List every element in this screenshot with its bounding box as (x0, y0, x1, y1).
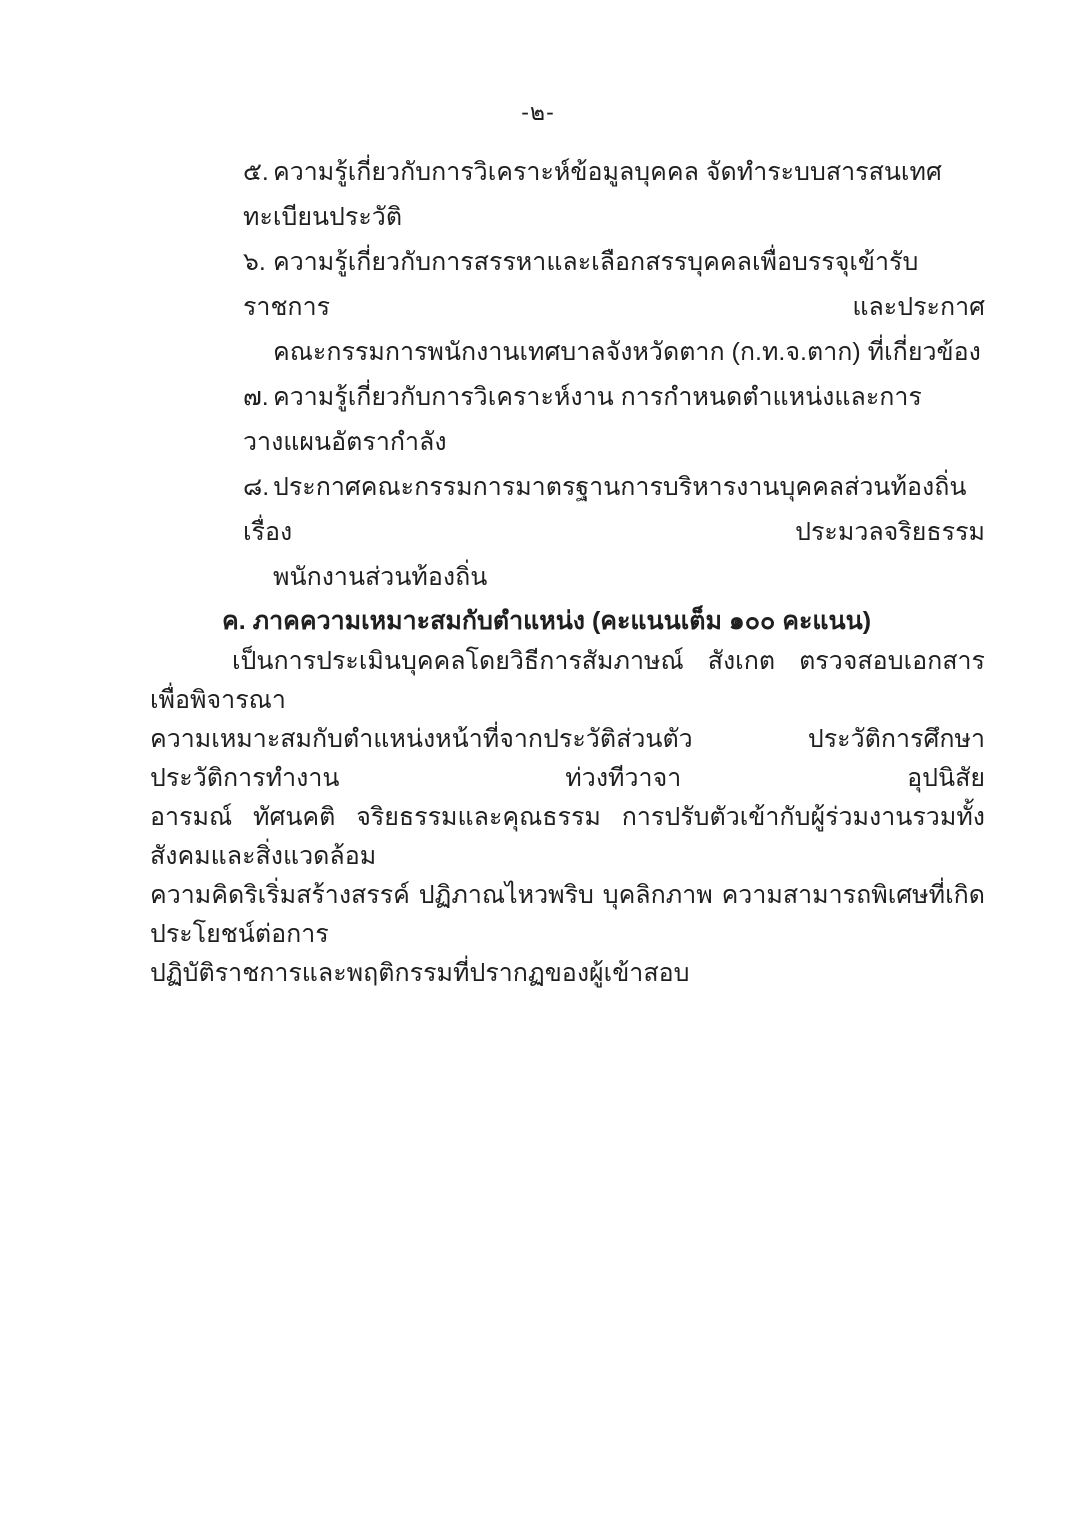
list-item-text: ประกาศคณะกรรมการมาตรฐานการบริหารงานบุคคลส่วนท้องถิ่น เรื่อง ประมวลจริยธรรม (243, 473, 985, 546)
list-item-text: ความรู้เกี่ยวกับการสรรหาและเลือกสรรบุคคลเพื่อบรรจุเข้ารับราชการ และประกาศ (243, 248, 985, 321)
paragraph-line: ปฏิบัติราชการและพฤติกรรมที่ปรากฏของผู้เข้าสอบ (150, 959, 690, 987)
list-item-number: ๗. (243, 383, 269, 411)
list-item-line (243, 240, 985, 330)
list-item-number: ๕. (243, 158, 269, 186)
section-c-paragraph (150, 642, 985, 993)
list-item (150, 240, 985, 375)
paragraph-line: เป็นการประเมินบุคคลโดยวิธีการสัมภาษณ์ สังเกต ตรวจสอบเอกสาร เพื่อพิจารณา (150, 647, 985, 714)
paragraph-line: ความคิดริเริ่มสร้างสรรค์ ปฏิภาณไหวพริบ บุคลิกภาพ ความสามารถพิเศษที่เกิดประโยชน์ต่อการ (150, 881, 985, 948)
list-item-number: ๖. (243, 248, 266, 276)
list-item-continuation: พนักงานส่วนท้องถิ่น (273, 563, 488, 591)
paragraph-line: อารมณ์ ทัศนคติ จริยธรรมและคุณธรรม การปรับตัวเข้ากับผู้ร่วมงานรวมทั้งสังคมและสิ่งแวดล้อม (150, 803, 985, 870)
page-number: -๒- (521, 99, 555, 125)
list-item-line (243, 465, 985, 555)
list-item (150, 375, 985, 465)
page-content (150, 150, 985, 993)
knowledge-topic-list (150, 150, 985, 600)
list-item-text: ความรู้เกี่ยวกับการวิเคราะห์งาน การกำหนดตำแหน่งและการวางแผนอัตรากำลัง (243, 383, 922, 456)
list-item-continuation: คณะกรรมการพนักงานเทศบาลจังหวัดตาก (ก.ท.จ.ตาก) ที่เกี่ยวข้อง (273, 338, 981, 366)
list-item (150, 150, 985, 240)
list-item-line (243, 150, 985, 240)
paragraph-line: ความเหมาะสมกับตำแหน่งหน้าที่จากประวัติส่วนตัว ประวัติการศึกษา ประวัติการทำงาน ท่วงทีวาจา อุปนิสัย (150, 725, 985, 792)
list-item-text: ความรู้เกี่ยวกับการวิเคราะห์ข้อมูลบุคคล จัดทำระบบสารสนเทศ ทะเบียนประวัติ (243, 158, 942, 231)
section-c-heading: ค. ภาคความเหมาะสมกับตำแหน่ง (คะแนนเต็ม ๑๐๐ คะแนน) (222, 607, 872, 635)
list-item-line (243, 375, 985, 465)
list-item-number: ๘. (243, 473, 270, 501)
list-item (150, 465, 985, 600)
